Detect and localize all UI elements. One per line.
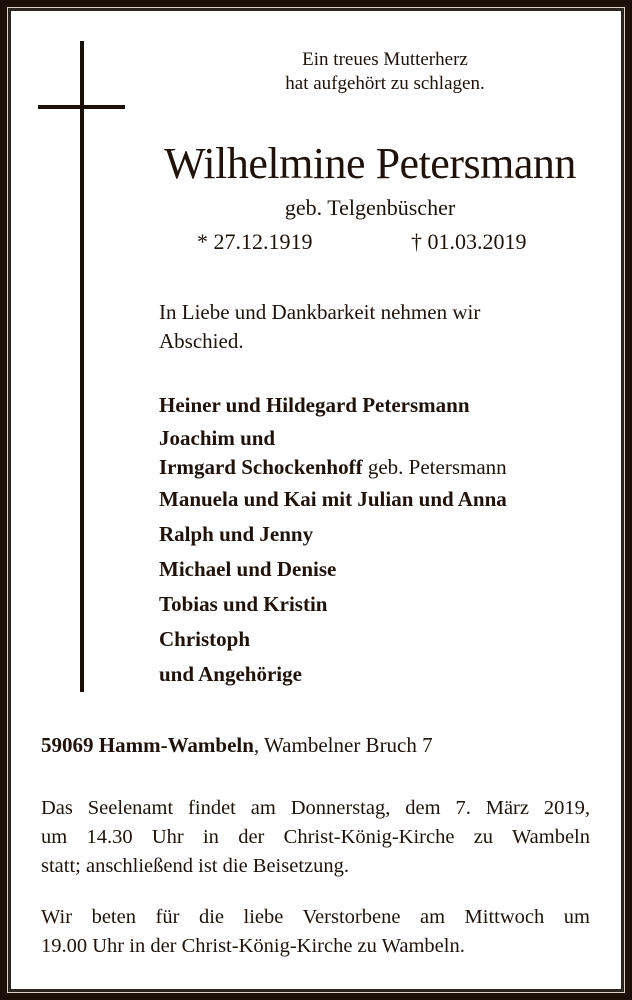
address-city: 59069 Hamm-Wambeln — [41, 733, 254, 757]
farewell-line: Abschied. — [159, 329, 244, 353]
death-date: 01.03.2019 — [427, 229, 527, 254]
mourner-line: Heiner und Hildegard Petersmann — [159, 393, 470, 417]
birth-symbol: * — [197, 229, 208, 254]
mourner-line: und Angehörige — [159, 662, 302, 686]
mourner-line: Irmgard Schockenhoff geb. Petersmann — [159, 455, 507, 479]
mourner-line: Ralph und Jenny — [159, 522, 314, 546]
birth-date-line — [197, 228, 313, 256]
mourner-line: Manuela und Kai mit Julian und Anna — [159, 487, 507, 511]
dagger-icon: † — [411, 229, 422, 254]
service-announcement — [41, 794, 590, 881]
mourner-line: Tobias und Kristin — [159, 592, 328, 616]
service-line: um 14.30 Uhr in der Christ-König-Kirche zu Wambeln — [41, 826, 590, 848]
mourners-list — [159, 388, 507, 692]
farewell-line: In Liebe und Dankbarkeit nehmen wir — [159, 300, 481, 324]
service-line: statt; anschließend ist die Beisetzung. — [41, 855, 350, 877]
prayer-line: Wir beten für die liebe Verstorbene am Mittwoch um — [41, 906, 590, 928]
cross-icon-horizontal — [38, 105, 125, 109]
deceased-name: Wilhelmine Petersmann — [164, 139, 576, 188]
address — [41, 731, 433, 759]
motto-line: Ein treues Mutterherz — [302, 49, 468, 70]
mourner-line: Joachim und — [159, 426, 276, 450]
motto — [200, 48, 570, 96]
cross-icon-vertical — [80, 41, 84, 692]
farewell-text — [159, 298, 480, 356]
mourner-line: Michael und Denise — [159, 557, 337, 581]
prayer-line: 19.00 Uhr in der Christ-König-Kirche zu Wambeln. — [41, 935, 465, 957]
prayer-announcement — [41, 903, 590, 961]
mourner-line: Christoph — [159, 627, 251, 651]
birth-date: 27.12.1919 — [213, 229, 313, 254]
death-date-line — [411, 228, 527, 256]
address-street: , Wambelner Bruch 7 — [253, 733, 433, 757]
motto-line: hat aufgehört zu schlagen. — [285, 73, 485, 94]
birth-name: geb. Telgenbüscher — [284, 195, 456, 220]
service-line: Das Seelenamt findet am Donnerstag, dem 7. März 2019, — [41, 797, 590, 819]
